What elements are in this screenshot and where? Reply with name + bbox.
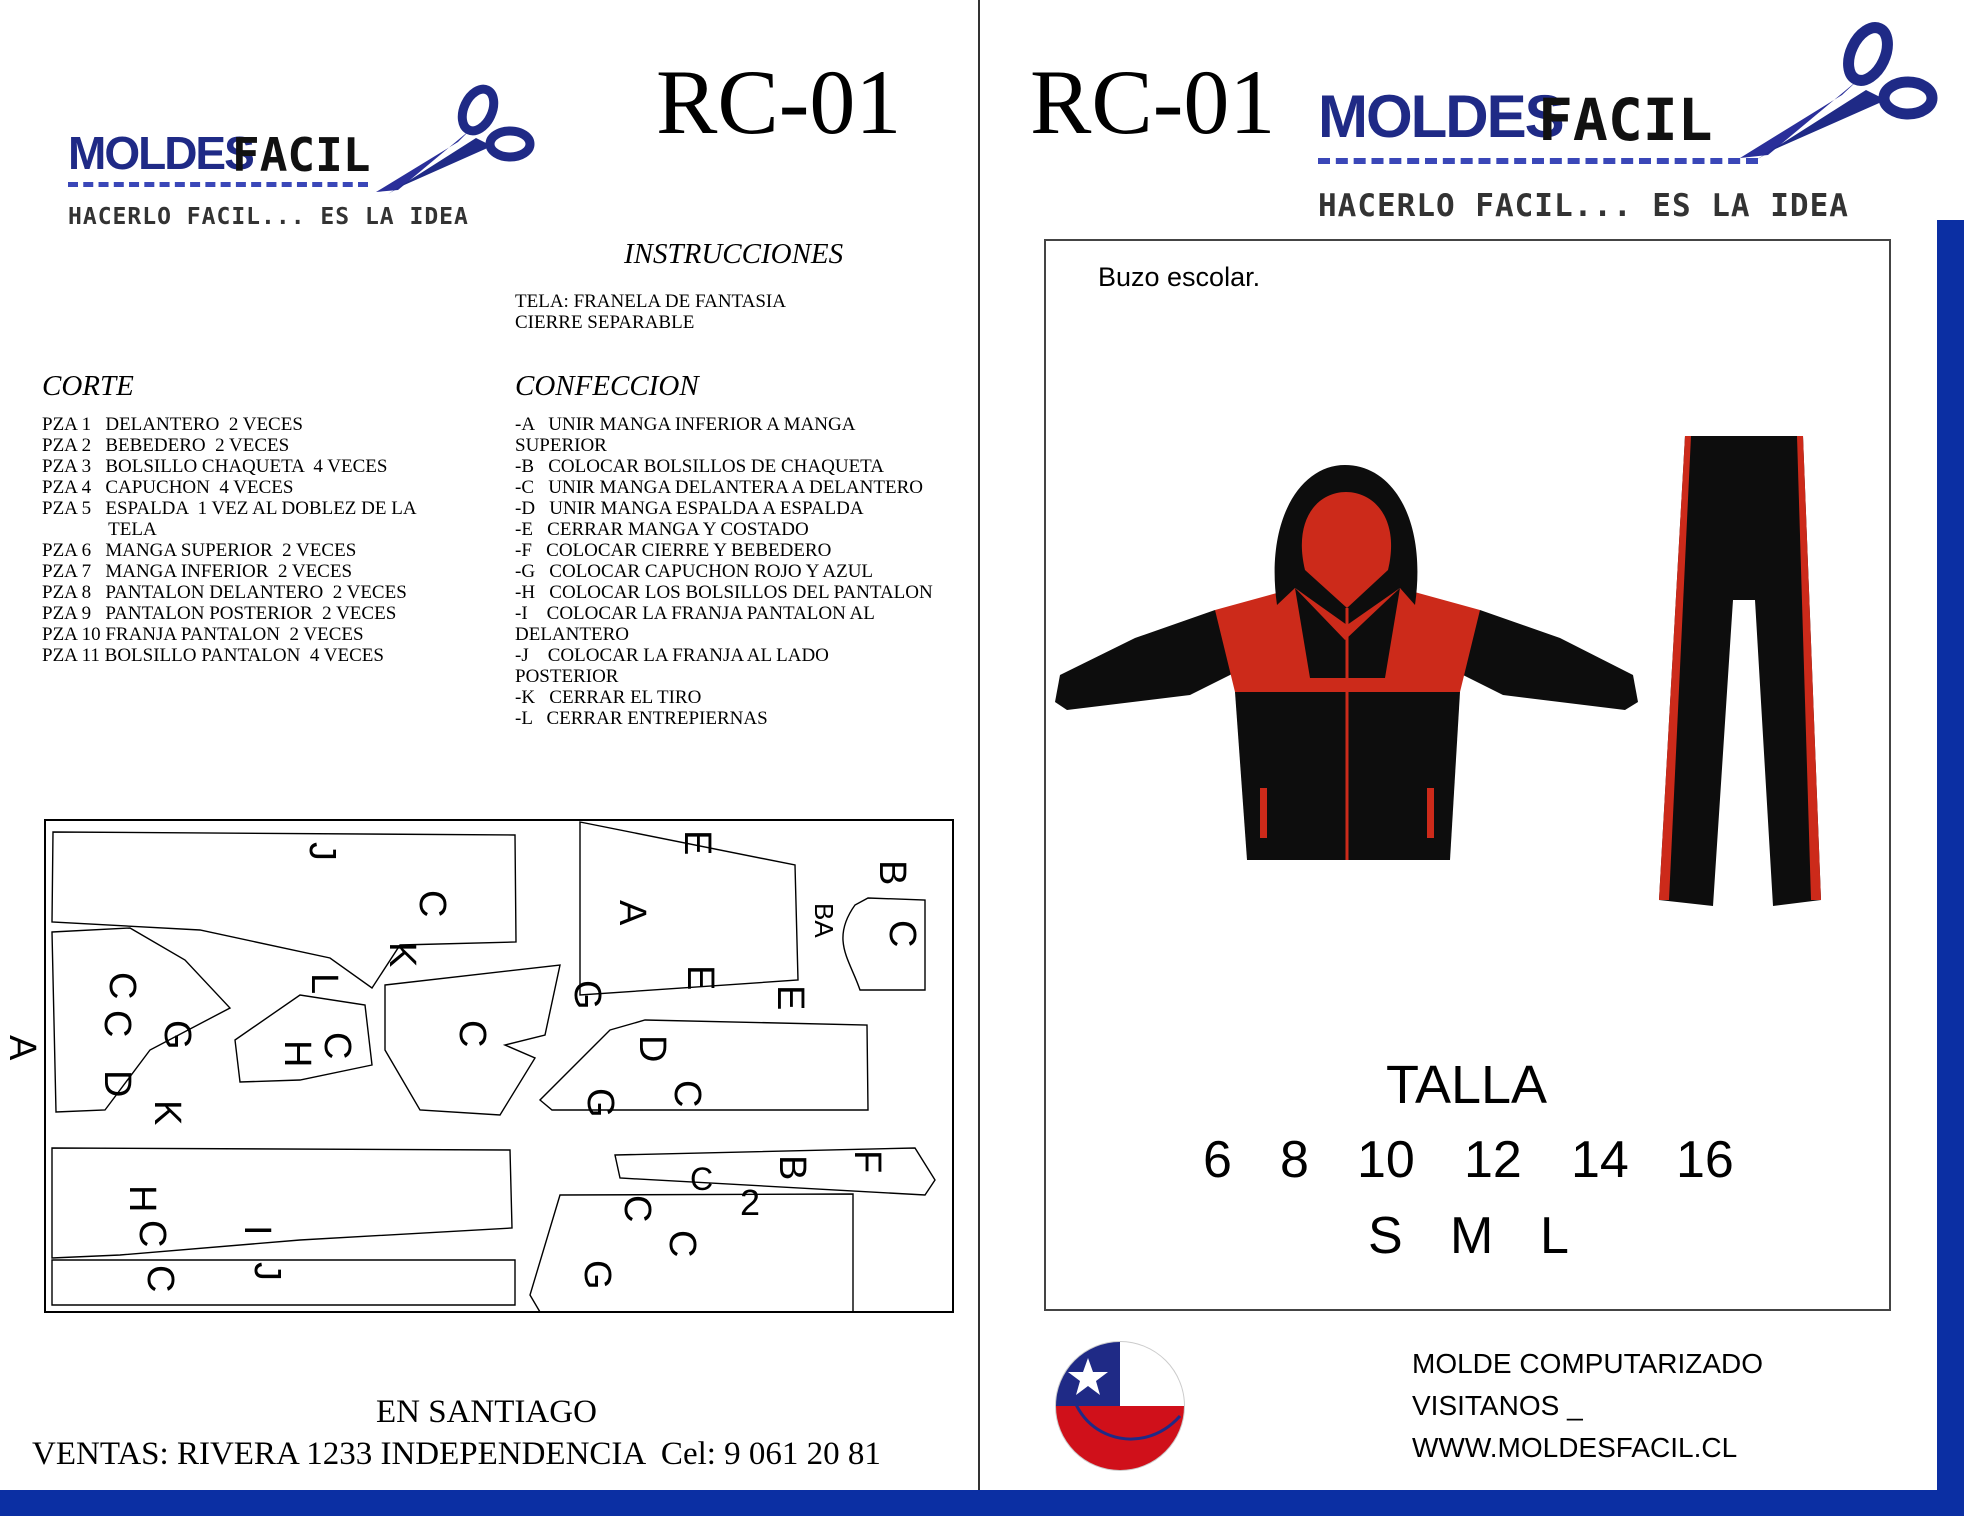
corte-item: PZA 7 MANGA INFERIOR 2 VECES xyxy=(42,561,353,582)
pattern-layout-diagram xyxy=(0,810,960,1320)
logo-word-moldes: MOLDES xyxy=(68,127,253,179)
svg-text:D: D xyxy=(96,1070,138,1098)
left-logo xyxy=(68,82,538,242)
svg-text:D: D xyxy=(631,1035,673,1063)
pants-illustration xyxy=(1655,432,1835,912)
svg-text:C: C xyxy=(139,1265,181,1293)
footer-city: EN SANTIAGO xyxy=(376,1394,597,1430)
logo-dashed-line xyxy=(68,182,368,187)
svg-text:C: C xyxy=(690,1161,714,1197)
logo-word-facil: FACIL xyxy=(232,128,371,182)
corte-item: PZA 9 PANTALON POSTERIOR 2 VECES xyxy=(42,603,397,624)
svg-text:C: C xyxy=(616,1195,658,1223)
material-item: CIERRE SEPARABLE xyxy=(515,312,695,333)
svg-text:G: G xyxy=(579,1088,621,1118)
svg-text:G: G xyxy=(156,1020,198,1050)
confeccion-item: -E CERRAR MANGA Y COSTADO xyxy=(515,519,809,540)
confeccion-item: DELANTERO xyxy=(515,624,629,645)
logo-tagline: HACERLO FACIL... ES LA IDEA xyxy=(68,204,469,230)
jacket-illustration xyxy=(1055,460,1640,870)
logo-tagline: HACERLO FACIL... ES LA IDEA xyxy=(1318,188,1849,224)
bottom-line-molde: MOLDE COMPUTARIZADO xyxy=(1412,1348,1764,1379)
svg-text:C: C xyxy=(451,1020,493,1048)
talla-title: TALLA xyxy=(1386,1055,1548,1115)
corte-item: PZA 1 DELANTERO 2 VECES xyxy=(42,414,303,435)
size-m: M xyxy=(1450,1207,1494,1265)
footer-sales: VENTAS: RIVERA 1233 INDEPENDENCIA Cel: 9 061 20 81 xyxy=(32,1436,881,1472)
size-12: 12 xyxy=(1464,1131,1522,1189)
corte-item: TELA xyxy=(42,519,157,540)
size-8: 8 xyxy=(1280,1131,1309,1189)
svg-text:A: A xyxy=(1,1035,43,1061)
confeccion-item: SUPERIOR xyxy=(515,435,607,456)
svg-text:C: C xyxy=(666,1080,708,1108)
confeccion-item: -C UNIR MANGA DELANTERA A DELANTERO xyxy=(515,477,923,498)
corte-item: PZA 3 BOLSILLO CHAQUETA 4 VECES xyxy=(42,456,388,477)
svg-text:C: C xyxy=(101,972,143,1000)
logo-dashed-line xyxy=(1318,158,1758,164)
svg-text:C: C xyxy=(411,890,453,918)
svg-text:C: C xyxy=(96,1010,138,1038)
svg-text:C: C xyxy=(661,1230,703,1258)
corte-list xyxy=(42,414,417,666)
svg-text:K: K xyxy=(381,942,423,968)
svg-text:E: E xyxy=(679,965,721,991)
svg-text:B: B xyxy=(871,860,913,886)
svg-text:K: K xyxy=(146,1100,188,1126)
material-item: TELA: FRANELA DE FANTASIA xyxy=(515,291,786,312)
corte-item: PZA 6 MANGA SUPERIOR 2 VECES xyxy=(42,540,357,561)
corte-item: PZA 10 FRANJA PANTALON 2 VECES xyxy=(42,624,364,645)
svg-text:J: J xyxy=(301,842,343,861)
confeccion-item: -I COLOCAR LA FRANJA PANTALON AL xyxy=(515,603,875,624)
confeccion-item: -L CERRAR ENTREPIERNAS xyxy=(515,708,768,729)
size-l: L xyxy=(1540,1207,1569,1265)
corte-item: PZA 2 BEBEDERO 2 VECES xyxy=(42,435,290,456)
size-s: S xyxy=(1368,1207,1403,1265)
confeccion-item: -G COLOCAR CAPUCHON ROJO Y AZUL xyxy=(515,561,874,582)
bottom-line-visitanos: VISITANOS _ xyxy=(1412,1390,1583,1421)
svg-text:F: F xyxy=(846,1150,888,1174)
size-14: 14 xyxy=(1571,1131,1629,1189)
materials-list xyxy=(515,291,786,333)
svg-text:B: B xyxy=(771,1155,813,1181)
left-model-code: RC-01 xyxy=(656,51,902,153)
right-model-code: RC-01 xyxy=(1030,51,1276,153)
right-blue-bar xyxy=(1937,220,1964,1516)
svg-text:H: H xyxy=(121,1185,163,1213)
confeccion-item: -F COLOCAR CIERRE Y BEBEDERO xyxy=(515,540,832,561)
svg-text:E: E xyxy=(769,985,811,1011)
corte-item: PZA 11 BOLSILLO PANTALON 4 VECES xyxy=(42,645,384,666)
size-6: 6 xyxy=(1203,1131,1232,1189)
svg-text:C: C xyxy=(131,1220,173,1248)
svg-text:A: A xyxy=(611,900,653,926)
page-divider xyxy=(978,0,980,1492)
logo-word-moldes: MOLDES xyxy=(1318,83,1563,150)
svg-text:G: G xyxy=(576,1260,618,1290)
confeccion-item: POSTERIOR xyxy=(515,666,619,687)
svg-text:2: 2 xyxy=(740,1182,761,1223)
svg-text:C: C xyxy=(881,920,923,948)
confeccion-item: -K CERRAR EL TIRO xyxy=(515,687,702,708)
bottom-blue-bar xyxy=(0,1490,1964,1516)
corte-item: PZA 5 ESPALDA 1 VEZ AL DOBLEZ DE LA xyxy=(42,498,417,519)
confeccion-item: -A UNIR MANGA INFERIOR A MANGA xyxy=(515,414,856,435)
size-10: 10 xyxy=(1357,1131,1415,1189)
confeccion-item: -J COLOCAR LA FRANJA AL LADO xyxy=(515,645,829,666)
confeccion-list xyxy=(515,414,933,729)
svg-text:H: H xyxy=(276,1040,318,1068)
corte-title: CORTE xyxy=(42,370,134,402)
confeccion-item: -B COLOCAR BOLSILLOS DE CHAQUETA xyxy=(515,456,884,477)
confeccion-item: -D UNIR MANGA ESPALDA A ESPALDA xyxy=(515,498,864,519)
svg-text:J: J xyxy=(246,1262,288,1281)
right-logo xyxy=(1318,20,1938,230)
product-caption: Buzo escolar. xyxy=(1098,262,1261,292)
svg-text:L: L xyxy=(303,973,345,995)
corte-item: PZA 8 PANTALON DELANTERO 2 VECES xyxy=(42,582,407,603)
svg-text:BA: BA xyxy=(809,903,839,938)
producto-chileno-seal xyxy=(1040,1336,1200,1476)
logo-word-facil: FACIL xyxy=(1538,86,1713,154)
corte-item: PZA 4 CAPUCHON 4 VECES xyxy=(42,477,294,498)
size-16: 16 xyxy=(1676,1131,1734,1189)
scissors-icon xyxy=(1718,20,1938,170)
confeccion-item: -H COLOCAR LOS BOLSILLOS DEL PANTALON xyxy=(515,582,933,603)
website-link[interactable]: WWW.MOLDESFACIL.CL xyxy=(1412,1432,1738,1463)
confeccion-title: CONFECCION xyxy=(515,370,699,402)
svg-text:G: G xyxy=(566,980,608,1010)
svg-text:I: I xyxy=(236,1225,278,1236)
svg-text:C: C xyxy=(316,1032,358,1060)
scissors-icon xyxy=(358,82,538,202)
svg-text:E: E xyxy=(676,830,718,856)
instructions-title: INSTRUCCIONES xyxy=(624,238,844,270)
